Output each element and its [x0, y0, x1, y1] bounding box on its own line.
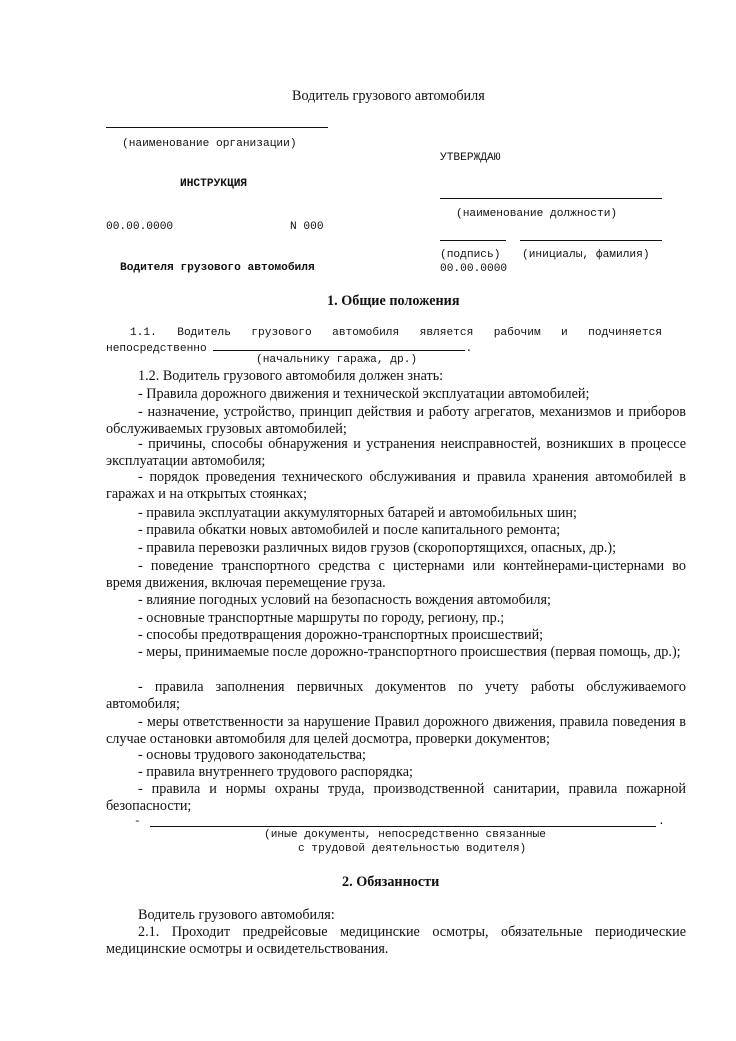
list-item: - Правила дорожного движения и технической эксплуатации автомобилей; [138, 386, 590, 402]
list-item: - основные транспортные маршруты по городу, региону, пр.; [138, 610, 505, 626]
paragraph-1-1-line1: 1.1. Водитель грузового автомобиля является рабочим и подчиняется [130, 327, 662, 339]
signature-label: (подпись) [440, 249, 501, 261]
other-docs-hint-2: с трудовой деятельностью водителя) [298, 843, 527, 855]
paragraph-2-1: 2.1. Проходит предрейсовые медицинские осмотры, обязательные периодические медицинские осмотры и освидетельствования. [106, 924, 686, 957]
instruction-subject: Водителя грузового автомобиля [120, 262, 315, 274]
list-item: - причины, способы обнаружения и устранения неисправностей, возникших в процессе эксплуатации автомобиля; [106, 436, 686, 469]
list-item: - назначение, устройство, принцип действия и работу агрегатов, механизмов и приборов обслуживаемых грузовых автомобилей; [106, 404, 686, 437]
document-date: 00.00.0000 [106, 221, 174, 233]
list-item: - поведение транспортного средства с цистернами или контейнерами-цистернами во время движения, включая перемещение груза. [106, 558, 686, 591]
other-docs-line [150, 826, 656, 827]
list-item: - порядок проведения технического обслуживания и правила хранения автомобилей в гаражах и на открытых стоянках; [106, 469, 686, 502]
list-item: - правила обкатки новых автомобилей и после капитального ремонта; [138, 522, 561, 538]
initials-label: (инициалы, фамилия) [522, 249, 650, 261]
list-item: - правила заполнения первичных документов по учету работы обслуживаемого автомобиля; [106, 679, 686, 712]
list-item: - правила и нормы охраны труда, производственной санитарии, правила пожарной безопасности; [106, 781, 686, 814]
other-docs-hint-1: (иные документы, непосредственно связанные [264, 829, 546, 841]
org-name-line [106, 127, 328, 128]
approval-date: 00.00.0000 [440, 263, 508, 275]
supervisor-hint: (начальнику гаража, др.) [256, 354, 418, 366]
instruction-label: ИНСТРУКЦИЯ [180, 178, 248, 190]
other-docs-dash: - [134, 816, 141, 828]
duties-intro: Водитель грузового автомобиля: [138, 907, 335, 923]
org-name-label: (наименование организации) [122, 138, 297, 150]
paragraph-1-2: 1.2. Водитель грузового автомобиля должен знать: [138, 368, 444, 384]
list-item: - меры ответственности за нарушение Правил дорожного движения, правила поведения в случае остановки автомобиля для целей досмотра, проверки документов; [106, 714, 686, 747]
approve-label: УТВЕРЖДАЮ [440, 152, 501, 164]
section-heading-general: 1. Общие положения [327, 293, 460, 309]
position-label: (наименование должности) [456, 208, 618, 220]
list-item: - способы предотвращения дорожно-транспортных происшествий; [138, 627, 544, 643]
signature-line [440, 240, 506, 241]
paragraph-1-1-line2: непосредственно . [106, 340, 472, 356]
list-item: - правила эксплуатации аккумуляторных батарей и автомобильных шин; [138, 505, 577, 521]
list-item: - правила перевозки различных видов грузов (скоропортящихся, опасных, др.); [138, 540, 617, 556]
position-line [440, 198, 662, 199]
initials-line [520, 240, 662, 241]
list-item: - влияние погодных условий на безопасность вождения автомобиля; [138, 592, 551, 608]
list-item: - правила внутреннего трудового распорядка; [138, 764, 413, 780]
list-item: - основы трудового законодательства; [138, 747, 366, 763]
other-docs-period: . [658, 816, 665, 828]
list-item: - меры, принимаемые после дорожно-транспортного происшествия (первая помощь, др.); [138, 644, 681, 660]
document-title: Водитель грузового автомобиля [292, 88, 485, 104]
section-heading-duties: 2. Обязанности [342, 874, 440, 890]
document-number: N 000 [290, 221, 324, 233]
